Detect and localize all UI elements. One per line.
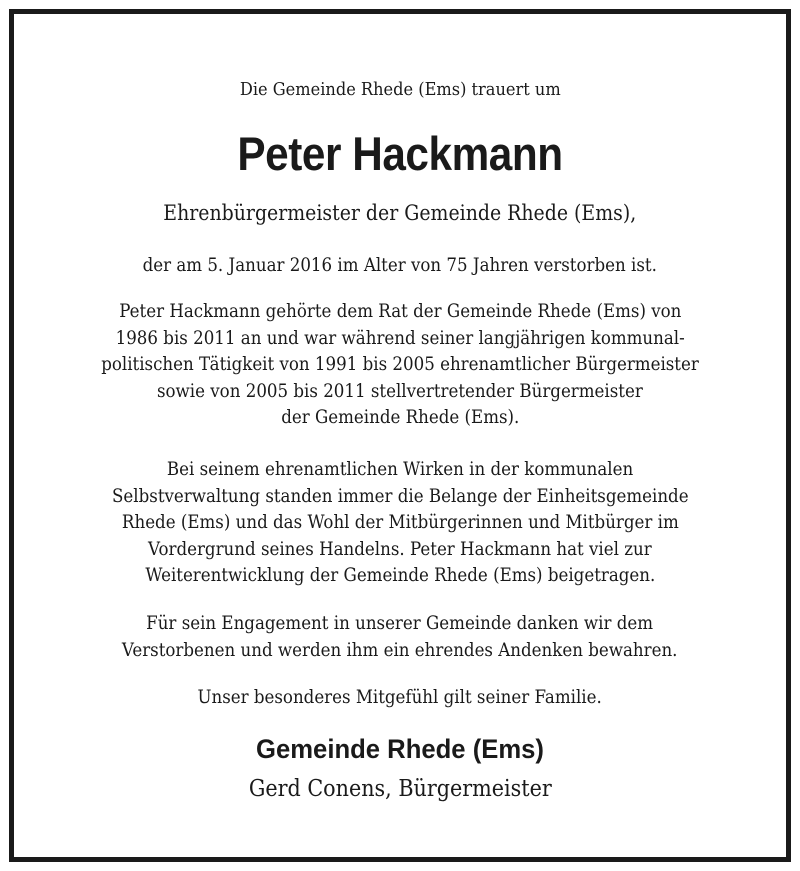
signer-text: Gerd Conens, Bürgermeister	[248, 776, 552, 802]
deceased-role	[14, 201, 786, 225]
paragraph-line: Für sein Engagement in unserer Gemeinde danken wir dem	[146, 613, 654, 634]
paragraph-line: Weiterentwicklung der Gemeinde Rhede (Ems) beigetragen.	[145, 565, 655, 586]
paragraph-career	[14, 299, 786, 432]
paragraph-line: Peter Hackmann gehörte dem Rat der Gemeinde Rhede (Ems) von	[118, 301, 682, 322]
paragraph-line: politischen Tätigkeit von 1991 bis 2005 ehrenamtlicher Bürgermeister	[101, 354, 699, 375]
paragraph-service	[14, 457, 786, 590]
condolence-text: Unser besonderes Mitgefühl gilt seiner Familie.	[197, 687, 603, 708]
obituary-notice	[9, 9, 791, 862]
paragraph-line: Rhede (Ems) und das Wohl der Mitbürgerinnen und Mitbürger im	[121, 512, 679, 533]
organization-name: Gemeinde Rhede (Ems)	[256, 734, 544, 764]
paragraph-gratitude	[14, 611, 786, 664]
intro-text: Die Gemeinde Rhede (Ems) trauert um	[239, 79, 561, 100]
signer-line	[14, 776, 786, 802]
death-date-line	[14, 255, 786, 276]
intro-line	[14, 79, 786, 100]
paragraph-line: Vordergrund seines Handelns. Peter Hackmann hat viel zur	[148, 538, 652, 560]
deceased-name: Peter Hackmann	[237, 127, 563, 180]
paragraph-line: Verstorbenen und werden ihm ein ehrendes Andenken bewahren.	[122, 639, 678, 661]
paragraph-line: sowie von 2005 bis 2011 stellvertretender Bürgermeister	[157, 380, 643, 402]
role-text: Ehrenbürgermeister der Gemeinde Rhede (Ems),	[163, 201, 637, 225]
paragraph-line: 1986 bis 2011 an und war während seiner langjährigen kommunal-	[115, 327, 685, 349]
death-date-text: der am 5. Januar 2016 im Alter von 75 Jahren verstorben ist.	[142, 255, 658, 276]
paragraph-line: Bei seinem ehrenamtlichen Wirken in der kommunalen	[166, 459, 634, 480]
condolence-line	[14, 687, 786, 708]
paragraph-line: der Gemeinde Rhede (Ems).	[280, 407, 520, 428]
paragraph-line: Selbstverwaltung standen immer die Belange der Einheitsgemeinde	[111, 485, 689, 507]
